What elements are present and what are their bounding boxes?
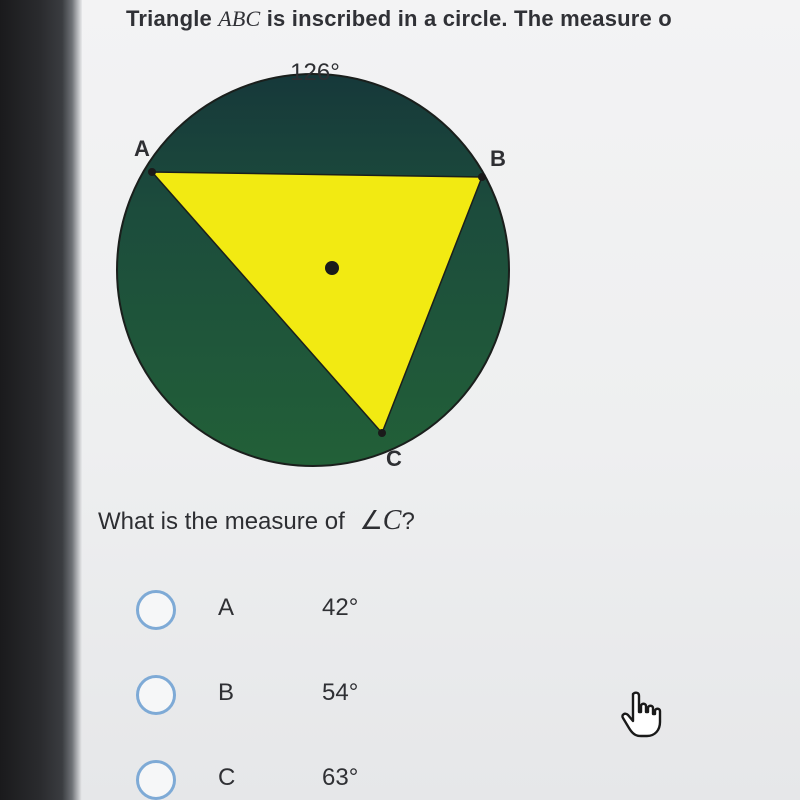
prompt-suffix: ? — [401, 508, 415, 535]
angle-variable: C — [382, 505, 402, 536]
angle-symbol: ∠ — [359, 506, 383, 536]
vertex-b-point — [478, 173, 486, 181]
hand-pointer-icon — [617, 690, 667, 740]
option-letter: B — [218, 679, 235, 706]
arc-label: 126° — [290, 59, 340, 86]
option-value: 63° — [322, 764, 359, 791]
vertex-label-b: B — [490, 146, 506, 171]
prompt-text: What is the measure of — [98, 508, 352, 535]
option-letter: C — [218, 764, 236, 791]
figure-svg — [100, 48, 540, 478]
radio-circle-icon[interactable] — [136, 760, 176, 800]
question-prompt — [98, 505, 415, 537]
intro-middle: is inscribed in a circle. The measure o — [260, 6, 672, 31]
radio-circle-icon[interactable] — [136, 590, 176, 630]
window-edge — [0, 0, 82, 800]
answer-option-b[interactable] — [128, 675, 488, 739]
inscribed-triangle-figure — [100, 48, 540, 478]
option-value: 54° — [322, 679, 359, 706]
radio-circle-icon[interactable] — [136, 675, 176, 715]
vertex-label-a: A — [134, 136, 150, 161]
vertex-label-c: C — [386, 446, 402, 471]
triangle-name: ABC — [218, 6, 261, 31]
option-letter: A — [218, 594, 235, 621]
vertex-a-point — [148, 168, 156, 176]
option-value: 42° — [322, 594, 359, 621]
answer-option-a[interactable] — [128, 590, 488, 654]
answer-option-c[interactable] — [128, 760, 488, 800]
vertex-c-point — [378, 429, 386, 437]
question-panel — [82, 0, 800, 800]
center-point-icon — [325, 261, 339, 275]
question-intro — [126, 6, 672, 32]
intro-prefix: Triangle — [126, 6, 219, 31]
